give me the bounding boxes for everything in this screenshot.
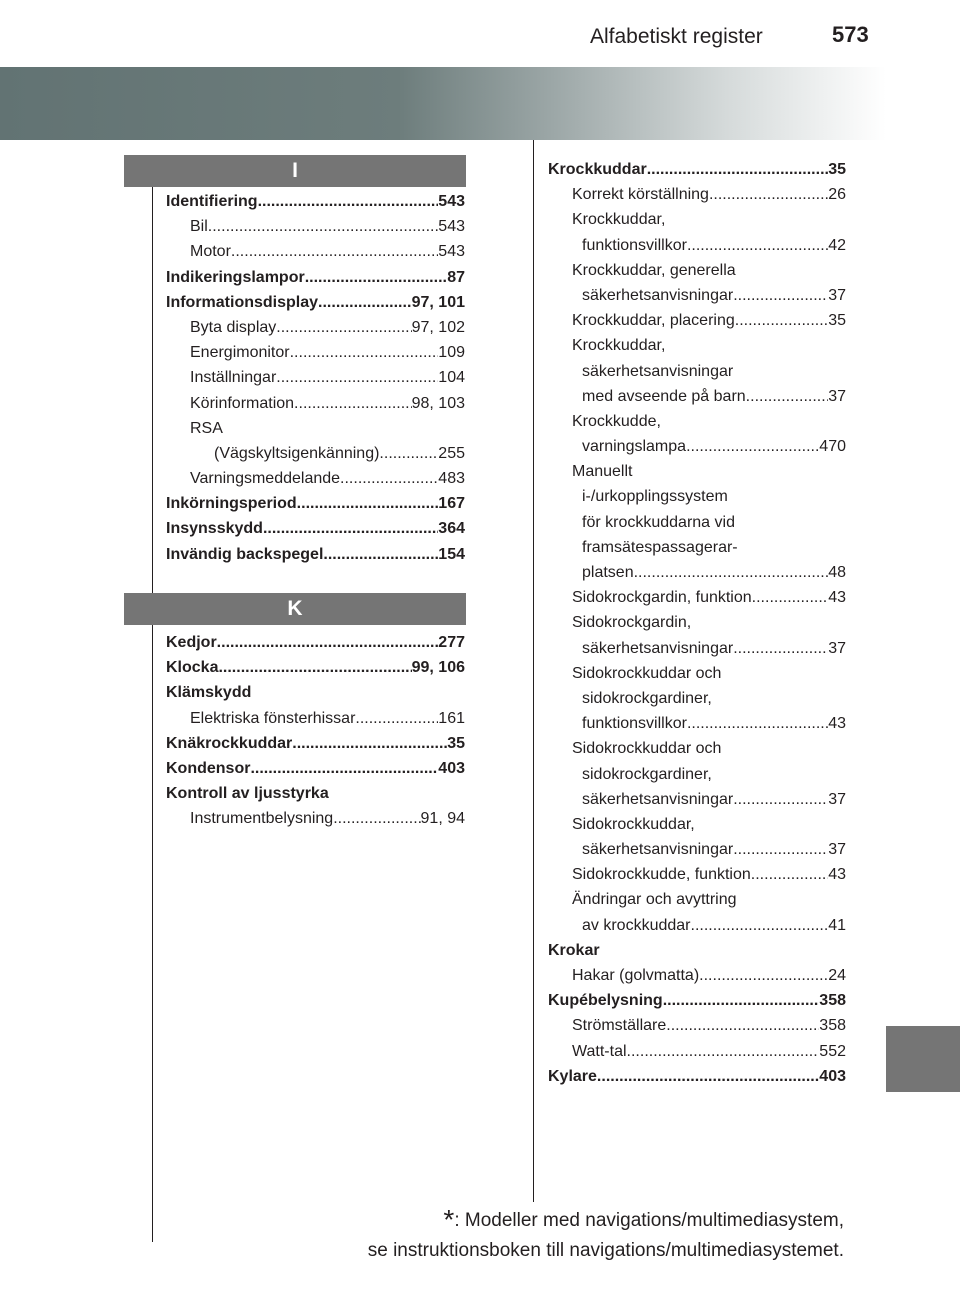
index-entry: Insynsskydd ..... 364 (166, 516, 465, 541)
index-subentry-continued: säkerhetsanvisningar (582, 362, 734, 380)
footnote-line-1: *: Modeller med navigations/multimediasystem, (443, 1204, 844, 1235)
index-entry: Kedjor ..... 277 (166, 630, 465, 655)
index-entry: Identifiering ..... 543 (166, 189, 465, 214)
index-entry: Inkörningsperiod ..... 167 (166, 491, 465, 516)
index-entry: Klocka ..... 99, 106 (166, 655, 465, 680)
index-subentry: Sidokrockkuddar, (572, 815, 695, 833)
index-subentry-continued: sidokrockgardiner, (582, 765, 712, 783)
index-subentry: Energimonitor ..... 109 (166, 340, 465, 365)
index-subentry: Krockkuddar, (572, 337, 666, 355)
footnote (368, 1205, 844, 1266)
index-subentry: RSA (190, 419, 223, 437)
index-subentry: Motor ..... 543 (166, 239, 465, 264)
index-entry: Kondensor ..... 403 (166, 756, 465, 781)
index-entry: Invändig backspegel ..... 154 (166, 542, 465, 567)
index-subentry: Krockkuddar, generella (572, 261, 736, 279)
index-subentry: Elektriska fönsterhissar ..... 161 (166, 706, 465, 731)
index-subentry-continued: funktionsvillkor ..... 43 (548, 711, 846, 736)
index-subentry: Inställningar ..... 104 (166, 365, 465, 390)
index-subentry-continued: varningslampa ..... 470 (548, 434, 846, 459)
index-subentry-continued: av krockkuddar ..... 41 (548, 913, 846, 938)
index-subentry-continued: med avseende på barn ..... 37 (548, 384, 846, 409)
index-entry: Knäkrockkuddar ..... 35 (166, 731, 465, 756)
index-subentry: Manuellt (572, 463, 633, 481)
index-entry: Krokar (548, 941, 600, 959)
index-subentry: Korrekt körställning ..... 26 (548, 182, 846, 207)
index-subentry-continued: säkerhetsanvisningar ..... 37 (548, 636, 846, 661)
index-subentry: Sidokrockkudde, funktion ..... 43 (548, 862, 846, 887)
index-subentry: Instrumentbelysning ..... 91, 94 (166, 806, 465, 831)
index-subentry-continued: platsen ..... 48 (548, 560, 846, 585)
index-subentry-continued: (Vägskyltsigenkänning) ..... 255 (166, 441, 465, 466)
letter-heading-k: K (124, 593, 466, 625)
footnote-line-2: se instruktionsboken till navigations/multimediasystemet. (367, 1240, 844, 1261)
header-band (0, 67, 886, 140)
index-subentry-continued: sidokrockgardiner, (582, 689, 712, 707)
index-subentry: Strömställare ..... 358 (548, 1013, 846, 1038)
index-subentry: Ändringar och avyttring (572, 891, 737, 909)
index-subentry-continued: funktionsvillkor ..... 42 (548, 233, 846, 258)
index-subentry-continued: framsätespassagerar- (582, 538, 738, 556)
index-subentry: Watt-tal ..... 552 (548, 1039, 846, 1064)
letter-heading-i: I (124, 155, 466, 187)
index-entry: Kontroll av ljusstyrka (166, 785, 329, 803)
index-group-k-continued (548, 157, 846, 1089)
index-subentry: Byta display ..... 97, 102 (166, 315, 465, 340)
index-subentry: Körinformation ..... 98, 103 (166, 391, 465, 416)
index-subentry-continued: säkerhetsanvisningar ..... 37 (548, 787, 846, 812)
index-subentry: Krockkudde, (572, 412, 661, 430)
index-subentry: Sidokrockgardin, (572, 614, 692, 632)
index-entry: Informationsdisplay ..... 97, 101 (166, 290, 465, 315)
index-group-k (166, 630, 465, 832)
index-subentry: Varningsmeddelande ..... 483 (166, 466, 465, 491)
index-subentry-continued: för krockkuddarna vid (582, 513, 735, 531)
section-title: Alfabetiskt register (590, 25, 763, 48)
index-subentry: Krockkuddar, placering ..... 35 (548, 308, 846, 333)
index-group-i (166, 189, 465, 567)
left-column-rule (152, 180, 153, 1242)
index-subentry-continued: säkerhetsanvisningar ..... 37 (548, 283, 846, 308)
index-entry: Krockkuddar ..... 35 (548, 157, 846, 182)
index-entry: Kylare ..... 403 (548, 1064, 846, 1089)
index-subentry: Bil ..... 543 (166, 214, 465, 239)
index-subentry: Sidokrockkuddar och (572, 664, 722, 682)
index-entry: Klämskydd (166, 684, 252, 702)
index-subentry: Krockkuddar, (572, 211, 666, 229)
index-subentry-continued: i-/urkopplingssystem (582, 488, 728, 506)
index-subentry: Sidokrockgardin, funktion ..... 43 (548, 585, 846, 610)
chapter-tab-marker (886, 1026, 960, 1092)
page-number: 573 (832, 22, 869, 47)
footnote-marker: * (443, 1204, 455, 1235)
middle-column-rule (533, 140, 534, 1202)
index-entry: Kupébelysning ..... 358 (548, 988, 846, 1013)
index-subentry-continued: säkerhetsanvisningar ..... 37 (548, 837, 846, 862)
index-subentry: Hakar (golvmatta) ..... 24 (548, 963, 846, 988)
index-subentry: Sidokrockkuddar och (572, 740, 722, 758)
index-entry: Indikeringslampor ..... 87 (166, 265, 465, 290)
